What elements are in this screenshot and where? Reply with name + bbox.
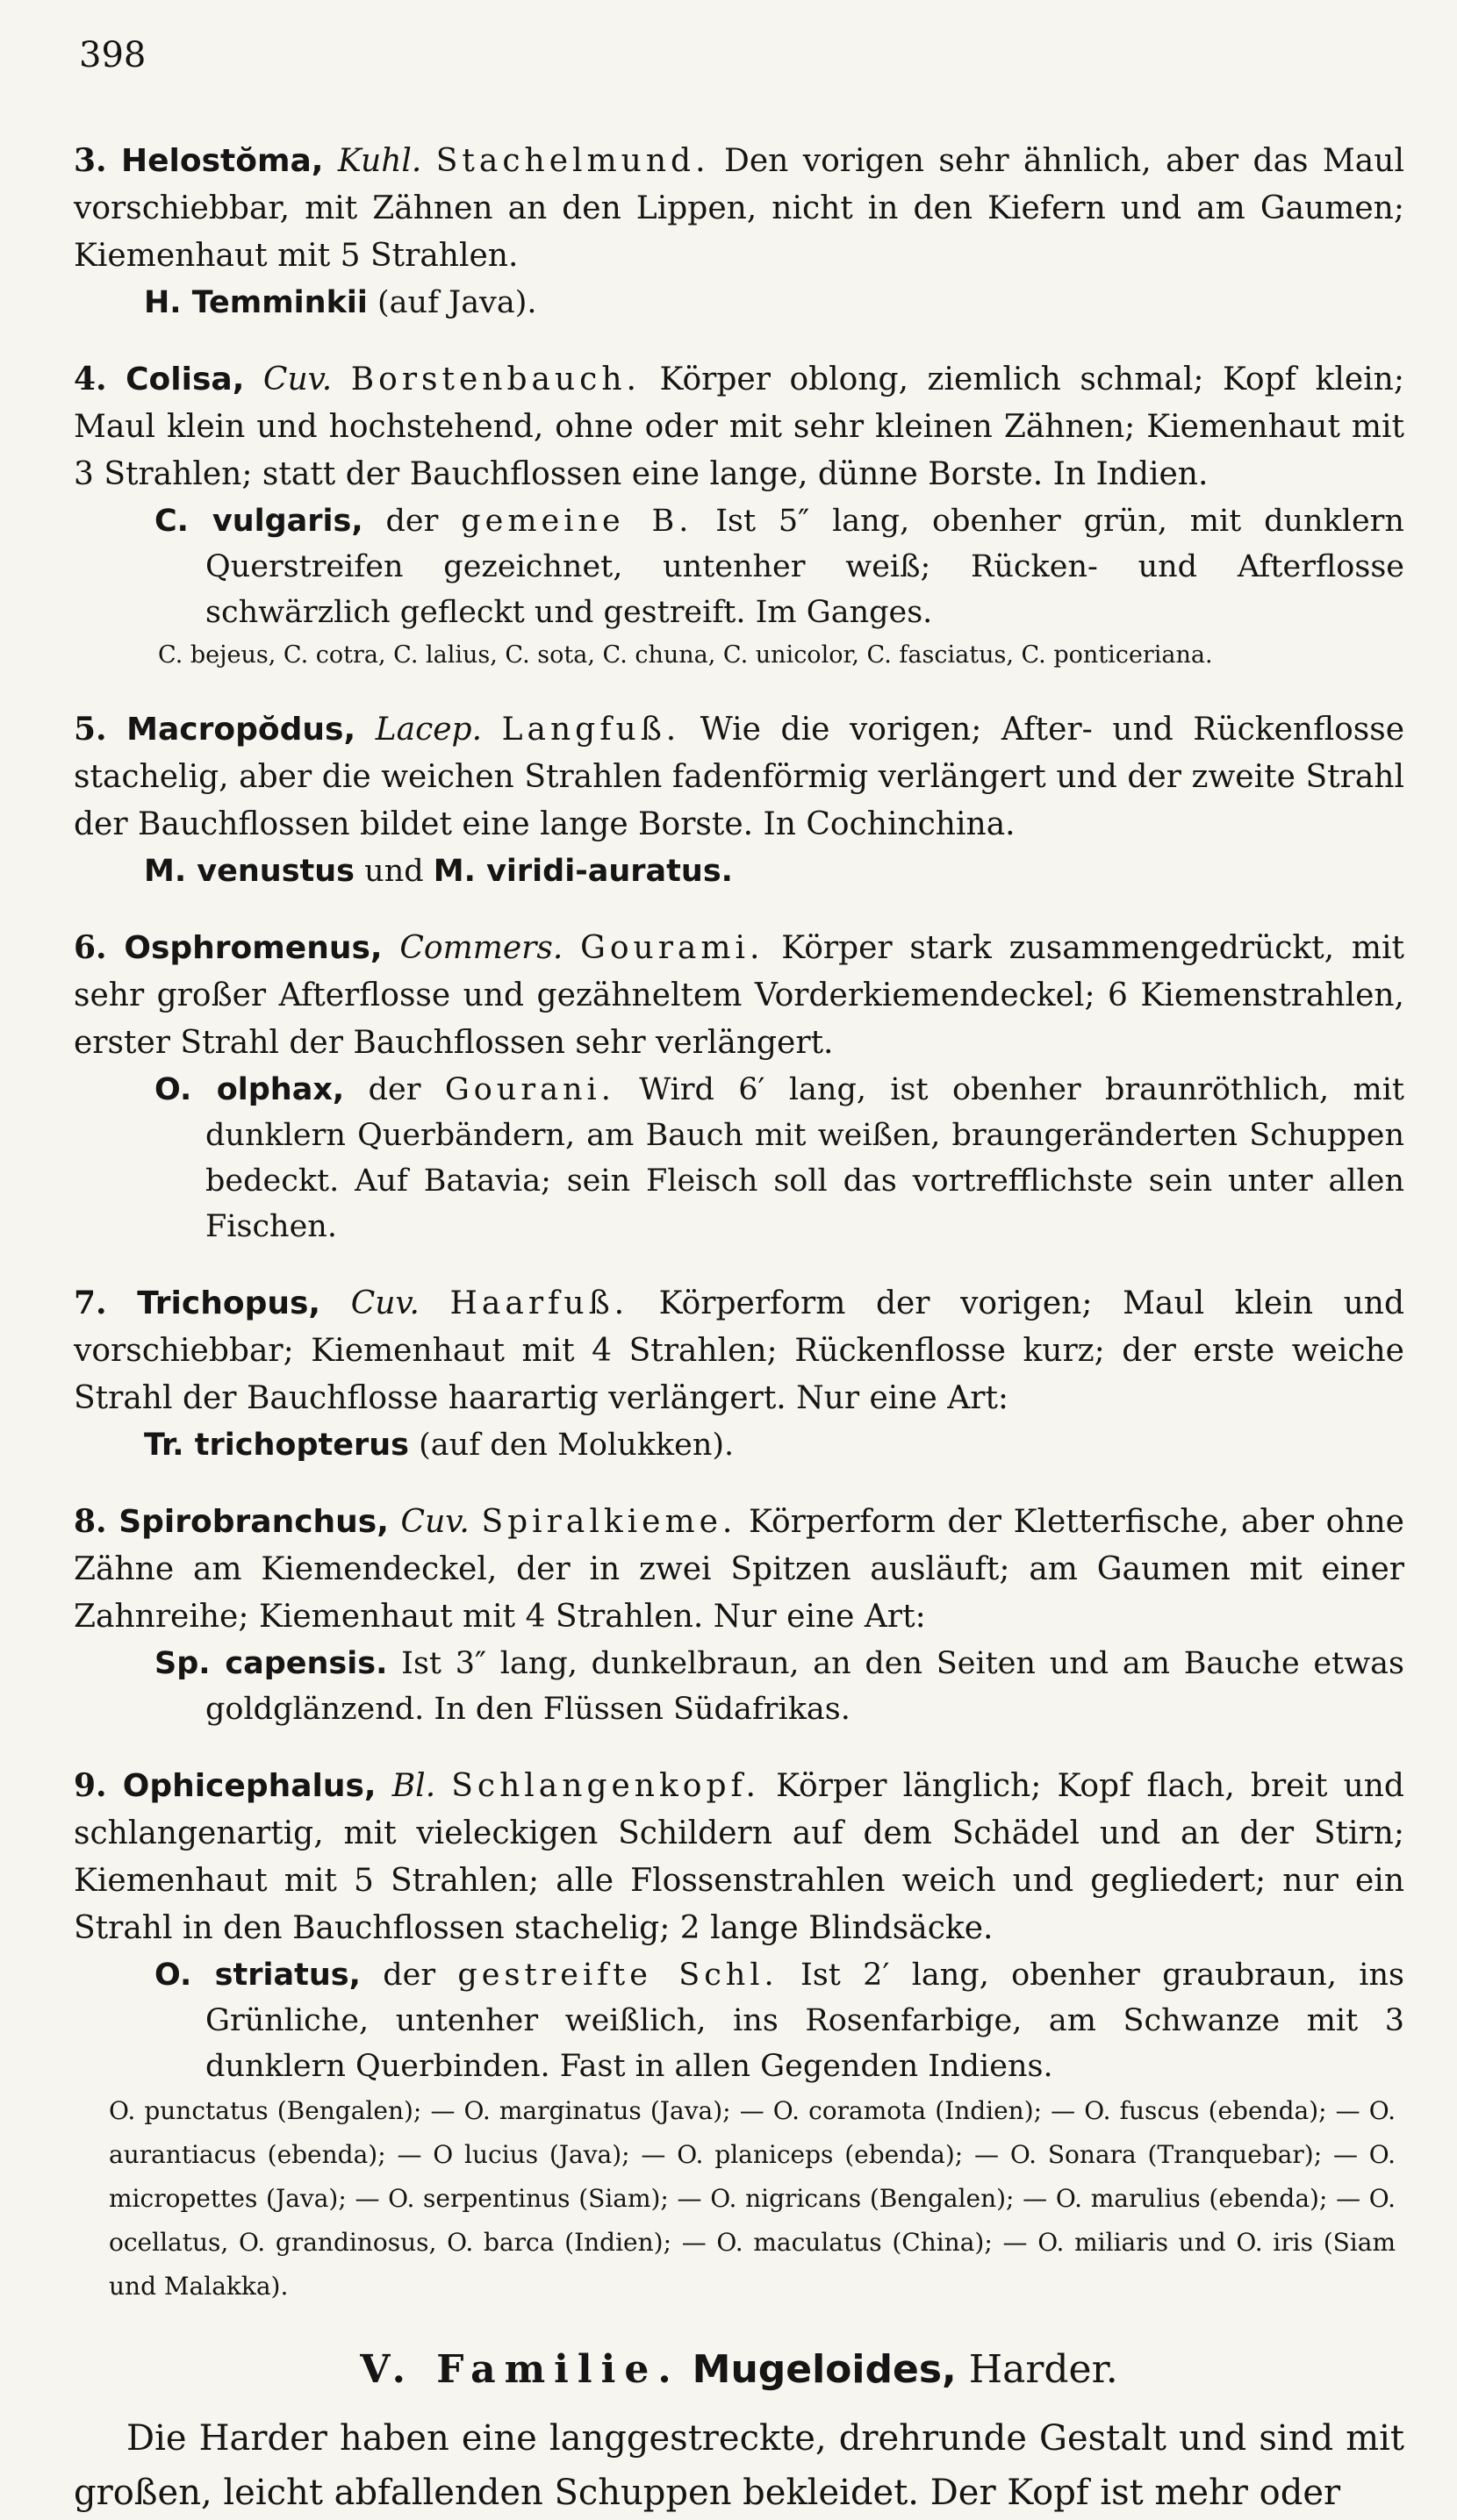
- genus-text: Körperform der Kletterfische, aber ohne Zähne am Kiemendeckel, der in zwei Spitzen ausläuft; am Gaumen mit einer Zahnreihe; Kiemenhaut mit 4 Strahlen. Nur eine Art:: [74, 1504, 1404, 1635]
- species-name: Tr. trichopterus: [144, 1428, 410, 1463]
- genus-author: Kuhl.: [337, 143, 422, 179]
- species-line: [74, 848, 1404, 894]
- genus-author: Commers.: [399, 930, 563, 966]
- common-name: Stachelmund.: [435, 143, 710, 179]
- genus-name: Helostŏma,: [121, 143, 324, 179]
- genus-description: [74, 705, 1404, 848]
- entry-number: 5.: [74, 711, 107, 748]
- species-line: [74, 1952, 1404, 2089]
- common-name: Langfuß.: [501, 712, 681, 748]
- species-text: Ist 2′ lang, obenher graubraun, ins Grünliche, untenher weißlich, ins Rosenfarbige, am Schwanze mit 3 dunklern Querbinden. Fast in allen Gegenden Indiens.: [205, 1958, 1404, 2084]
- species-text: Ist 3″ lang, dunkelbraun, an den Seiten und am Bauche etwas goldglänzend. In den Flüssen Südafrikas.: [205, 1646, 1404, 1727]
- species-name-2: M. viridi-auratus.: [433, 854, 733, 889]
- genus-author: Cuv.: [400, 1504, 470, 1540]
- species-article: der: [385, 504, 439, 539]
- family-name: Mugeloides,: [692, 2347, 957, 2392]
- genus-name: Spirobranchus,: [118, 1504, 389, 1540]
- species-line: [74, 1067, 1404, 1249]
- common-name: Haarfuß.: [449, 1285, 629, 1321]
- genus-author: Cuv.: [262, 362, 333, 397]
- family-heading: [74, 2347, 1404, 2392]
- page-number: 398: [79, 35, 147, 75]
- genus-description: [74, 1279, 1404, 1422]
- genus-description: [74, 1498, 1404, 1641]
- other-species-list: O. punctatus (Bengalen); — O. marginatus (Java); — O. coramota (Indien); — O. fuscus (ebenda); — O. aurantiacus (ebenda); — O lucius (Java); — O. planiceps (ebenda); — O. Sonara (Tranquebar); — O. micropettes (Java); — O. serpentinus (Siam); — O. nigricans (Bengalen); — O. marulius (ebenda); — O. ocellatus, O. grandinosus, O. barca (Indien); — O. maculatus (China); — O. miliaris und O. iris (Siam und Malakka).: [109, 2096, 1396, 2301]
- species-text: Ist 5″ lang, obenher grün, mit dunklern Querstreifen gezeichnet, untenher weiß; Rücken- und Afterflosse schwärzlich gefleckt und gestreift. Im Ganges.: [205, 504, 1404, 630]
- entry-number: 4.: [74, 361, 107, 397]
- species-text: und: [364, 854, 424, 889]
- genus-entry-helostoma: [74, 137, 1404, 326]
- species-name: H. Temminkii: [144, 285, 368, 320]
- genus-text: Wie die vorigen; After- und Rückenflosse stachelig, aber die weichen Strahlen fadenförmig verlängert und der zweite Strahl der Bauchflossen bildet eine lange Borste. In Cochinchina.: [74, 712, 1405, 842]
- genus-text: Den vorigen sehr ähnlich, aber das Maul vorschiebbar, mit Zähnen an den Lippen, nicht in den Kiefern und am Gaumen; Kiemenhaut mit 5 Strahlen.: [74, 143, 1404, 274]
- species-name: C. vulgaris,: [154, 504, 363, 539]
- family-label: V. Familie.: [360, 2347, 680, 2392]
- entry-number: 7.: [74, 1285, 107, 1321]
- species-text: (auf Java).: [377, 285, 537, 320]
- genus-text: Körperform der vorigen; Maul klein und vorschiebbar; Kiemenhaut mit 4 Strahlen; Rückenflosse kurz; der erste weiche Strahl der Bauchflosse haarartig verlängert. Nur eine Art:: [74, 1285, 1405, 1416]
- species-name: O. olphax,: [154, 1072, 345, 1107]
- species-article: der: [368, 1072, 421, 1107]
- common-name: Schlangenkopf.: [451, 1768, 760, 1804]
- species-line: [74, 1641, 1404, 1732]
- genus-text: Körper länglich; Kopf flach, breit und schlangenartig, mit vieleckigen Schildern auf dem Schädel und an der Stirn; Kiemenhaut mit 5 Strahlen; alle Flossenstrahlen weich und gegliedert; nur ein Strahl in den Bauchflossen stachelig; 2 lange Blindsäcke.: [74, 1768, 1404, 1946]
- genus-name: Macropŏdus,: [126, 712, 356, 748]
- species-line: [74, 498, 1404, 635]
- species-common-name: gestreifte Schl.: [457, 1958, 779, 1993]
- genus-author: Cuv.: [350, 1285, 420, 1321]
- genus-entry-macropodus: [74, 705, 1404, 894]
- genus-text: Körper oblong, ziemlich schmal; Kopf klein; Maul klein und hochstehend, ohne oder mit sehr kleinen Zähnen; Kiemenhaut mit 3 Strahlen; statt der Bauchflossen eine lange, dünne Borste. In Indien.: [74, 362, 1404, 492]
- species-article: der: [383, 1958, 436, 1993]
- genus-author: Lacep.: [375, 712, 483, 748]
- species-text: (auf den Molukken).: [419, 1428, 735, 1463]
- species-name: Sp. capensis.: [154, 1646, 388, 1681]
- entry-number: 6.: [74, 929, 107, 966]
- genus-name: Trichopus,: [137, 1285, 321, 1321]
- entry-number: 8.: [74, 1503, 107, 1540]
- family-intro-text: Die Harder haben eine langgestreckte, drehrunde Gestalt und sind mit großen, leicht abfallenden Schuppen bekleidet. Der Kopf ist mehr oder: [74, 2418, 1404, 2513]
- genus-text: Körper stark zusammengedrückt, mit sehr großer Afterflosse und gezähneltem Vorderkiemendeckel; 6 Kiemenstrahlen, erster Strahl der Bauchflossen sehr verlängert.: [74, 930, 1405, 1061]
- genus-name: Colisa,: [126, 362, 245, 397]
- genus-author: Bl.: [391, 1768, 436, 1804]
- species-name: M. venustus: [144, 854, 355, 889]
- genus-entry-spirobranchus: [74, 1498, 1404, 1732]
- species-line: [74, 280, 1404, 326]
- genus-name: Osphromenus,: [124, 930, 383, 966]
- common-name: Gourami.: [580, 930, 764, 966]
- species-name: O. striatus,: [154, 1958, 361, 1993]
- genus-entry-osphromenus: [74, 924, 1404, 1249]
- common-name: Spiralkieme.: [481, 1504, 737, 1540]
- genus-description: [74, 137, 1404, 280]
- species-common-name: gemeine B.: [461, 504, 693, 539]
- species-line: [74, 1422, 1404, 1468]
- genus-entry-trichopus: [74, 1279, 1404, 1468]
- genus-entry-ophicephalus: [74, 1762, 1404, 2309]
- genus-description: [74, 355, 1404, 498]
- genus-description: [74, 924, 1404, 1067]
- family-common-name: Harder.: [968, 2347, 1118, 2392]
- species-common-name: Gourani.: [444, 1072, 615, 1107]
- genus-description: [74, 1762, 1404, 1952]
- genus-entry-colisa: [74, 355, 1404, 676]
- entry-number: 3.: [74, 142, 107, 179]
- common-name: Borstenbauch.: [350, 362, 641, 397]
- entry-number: 9.: [74, 1767, 107, 1804]
- genus-name: Ophicephalus,: [122, 1768, 377, 1804]
- other-species-list: C. bejeus, C. cotra, C. lalius, C. sota, C. chuna, C. unicolor, C. fasciatus, C. ponticeriana.: [158, 641, 1213, 669]
- species-text: Wird 6′ lang, ist obenher braunröthlich, mit dunklern Querbändern, am Bauch mit weißen, braungeränderten Schuppen bedeckt. Auf Batavia; sein Fleisch soll das vortrefflichste sein unter allen Fischen.: [205, 1072, 1404, 1244]
